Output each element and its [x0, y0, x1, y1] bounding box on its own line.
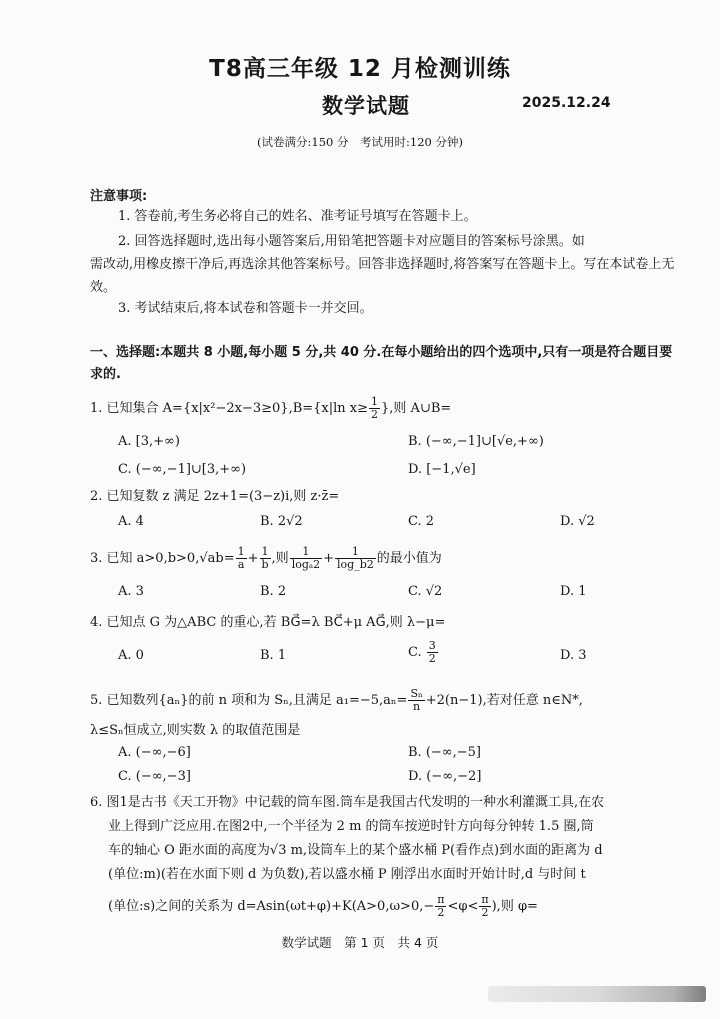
- q4-c-num: 3: [428, 639, 436, 652]
- q1-stem-end: },则 A∪B=: [381, 401, 452, 416]
- q3-f3-den: logₐ2: [291, 558, 321, 571]
- q2-option-c: C. 2: [408, 514, 435, 529]
- q6-lt: <φ<: [447, 899, 479, 914]
- q6-line5-end: ),则 φ=: [491, 899, 538, 914]
- exam-title: T8高三年级 12 月检测训练: [209, 56, 511, 82]
- q5-option-c: C. (−∞,−3]: [118, 769, 191, 784]
- q3-f2-num: 1: [260, 546, 271, 559]
- q3-option-c: C. √2: [408, 584, 443, 599]
- q2-option-b: B. 2√2: [260, 514, 303, 529]
- question-6-line-4: (单位:m)(若在水面下则 d 为负数),若以盛水桶 P 刚浮出水面时开始计时,d 与时间 t: [108, 867, 586, 882]
- q4-option-b: B. 1: [260, 648, 287, 663]
- question-6-line-2: 业上得到广泛应用.在图2中,一个半径为 2 m 的筒车按逆时针方向每分钟转 1.5 圈,筒: [108, 819, 594, 834]
- subject-title: 数学试题: [322, 94, 410, 118]
- q6-f2-den: 2: [481, 906, 489, 919]
- q5-stem-end: +2(n−1),若对任意 n∈N*,: [425, 693, 583, 708]
- q3-stem-end: 的最小值为: [376, 551, 442, 566]
- q3-fraction-1: [236, 546, 247, 571]
- q4-option-a: A. 0: [118, 648, 144, 663]
- q5-option-d: D. (−∞,−2]: [408, 769, 482, 784]
- image-scroll-indicator[interactable]: [488, 986, 706, 1002]
- notice-item-1: 1. 答卷前,考生务必将自己的姓名、准考证号填写在答题卡上。: [118, 209, 477, 224]
- question-6-line-1: 6. 图1是古书《天工开物》中记载的筒车图.筒车是我国古代发明的一种水利灌溉工具,在农: [90, 795, 605, 810]
- question-5-stem: [90, 688, 680, 713]
- q3-f4-den: log_b2: [337, 558, 374, 571]
- q3-stem-text: 3. 已知 a>0,b>0,√ab=: [90, 551, 235, 566]
- q1-option-c: C. (−∞,−1]∪[3,+∞): [118, 462, 247, 477]
- section-heading: 一、选择题:本题共 8 小题,每小题 5 分,共 40 分.在每小题给出的四个选项中,只有一项是符合题目要求的.: [90, 345, 673, 382]
- notice-heading: 注意事项:: [90, 189, 148, 204]
- q3-fraction-4: [335, 546, 376, 571]
- q3-option-a: A. 3: [118, 584, 144, 599]
- q1-frac-den: 2: [371, 408, 379, 421]
- question-2-stem: 2. 已知复数 z 满足 2z+1=(3−z)i,则 z·z̄=: [90, 489, 340, 504]
- q1-stem-text: 1. 已知集合 A={x|x²−2x−3≥0},B={x|ln x≥: [90, 401, 369, 416]
- q3-fraction-2: [260, 546, 271, 571]
- q4-c-den: 2: [428, 652, 436, 665]
- q1-frac-num: 1: [371, 395, 379, 408]
- q3-f1-num: 1: [237, 545, 245, 558]
- q6-f1-den: 2: [437, 906, 445, 919]
- question-1-stem: [90, 396, 680, 421]
- q5-option-b: B. (−∞,−5]: [408, 745, 481, 760]
- q3-f3-num: 1: [290, 546, 322, 559]
- q3-option-d: D. 1: [560, 584, 587, 599]
- q4-option-d: D. 3: [560, 648, 587, 663]
- exam-info: (试卷满分:150 分 考试用时:120 分钟): [257, 135, 463, 149]
- q4-option-c: [408, 640, 439, 665]
- q3-plus: +: [247, 551, 259, 566]
- q6-f2-num: π: [481, 893, 489, 906]
- question-6-line-5: [108, 894, 680, 919]
- q1-option-a: A. [3,+∞): [118, 434, 180, 449]
- q3-plus-2: +: [323, 551, 335, 566]
- q5-f-num: Sₙ: [410, 687, 423, 700]
- question-6-line-3: 车的轴心 O 距水面的高度为√3 m,设筒车上的某个盛水桶 P(看作点)到水面的距离为 d: [108, 843, 603, 858]
- question-4-stem: 4. 已知点 G 为△ABC 的重心,若 BG⃗=λ BC⃗+μ AG⃗,则 λ−μ=: [90, 615, 446, 630]
- q4-option-c-fraction: [427, 640, 438, 665]
- q5-f-den: n: [413, 700, 421, 713]
- notice-item-2-continued: 需改动,用橡皮擦干净后,再选涂其他答案标号。回答非选择题时,将答案写在答题卡上。写在本试卷上无效。: [90, 257, 675, 295]
- page-footer: 数学试题 第 1 页 共 4 页: [281, 935, 439, 950]
- q1-option-d: D. [−1,√e]: [408, 462, 476, 477]
- notice-item-3: 3. 考试结束后,将本试卷和答题卡一并交回。: [118, 301, 373, 316]
- question-3-stem: [90, 546, 680, 571]
- question-5-line-2: λ≤Sₙ恒成立,则实数 λ 的取值范围是: [90, 723, 301, 738]
- q3-f2-den: b: [261, 558, 269, 571]
- q2-option-d: D. √2: [560, 514, 595, 529]
- q3-option-b: B. 2: [260, 584, 287, 599]
- exam-date: 2025.12.24: [522, 95, 611, 111]
- q5-stem-text: 5. 已知数列{aₙ}的前 n 项和为 Sₙ,且满足 a₁=−5,aₙ=: [90, 693, 408, 708]
- q4-option-c-label: C.: [408, 645, 422, 660]
- q6-line5-text: (单位:s)之间的关系为 d=Asin(ωt+φ)+K(A>0,ω>0,−: [108, 899, 435, 914]
- q2-option-a: A. 4: [118, 514, 144, 529]
- q6-f1-num: π: [437, 893, 445, 906]
- q3-f1-den: a: [237, 558, 245, 571]
- q1-fraction: [369, 396, 380, 421]
- q6-fraction-2: [479, 894, 490, 919]
- notice-item-2: 2. 回答选择题时,选出每小题答案后,用铅笔把答题卡对应题目的答案标号涂黑。如: [118, 234, 585, 249]
- q3-fraction-3: [290, 546, 322, 571]
- q5-option-a: A. (−∞,−6]: [118, 745, 191, 760]
- q3-mid: ,则: [271, 551, 289, 566]
- q3-f4-num: 1: [335, 546, 376, 559]
- q5-fraction: [408, 688, 424, 713]
- q6-fraction-1: [435, 894, 446, 919]
- q1-option-b: B. (−∞,−1]∪[√e,+∞): [408, 434, 544, 449]
